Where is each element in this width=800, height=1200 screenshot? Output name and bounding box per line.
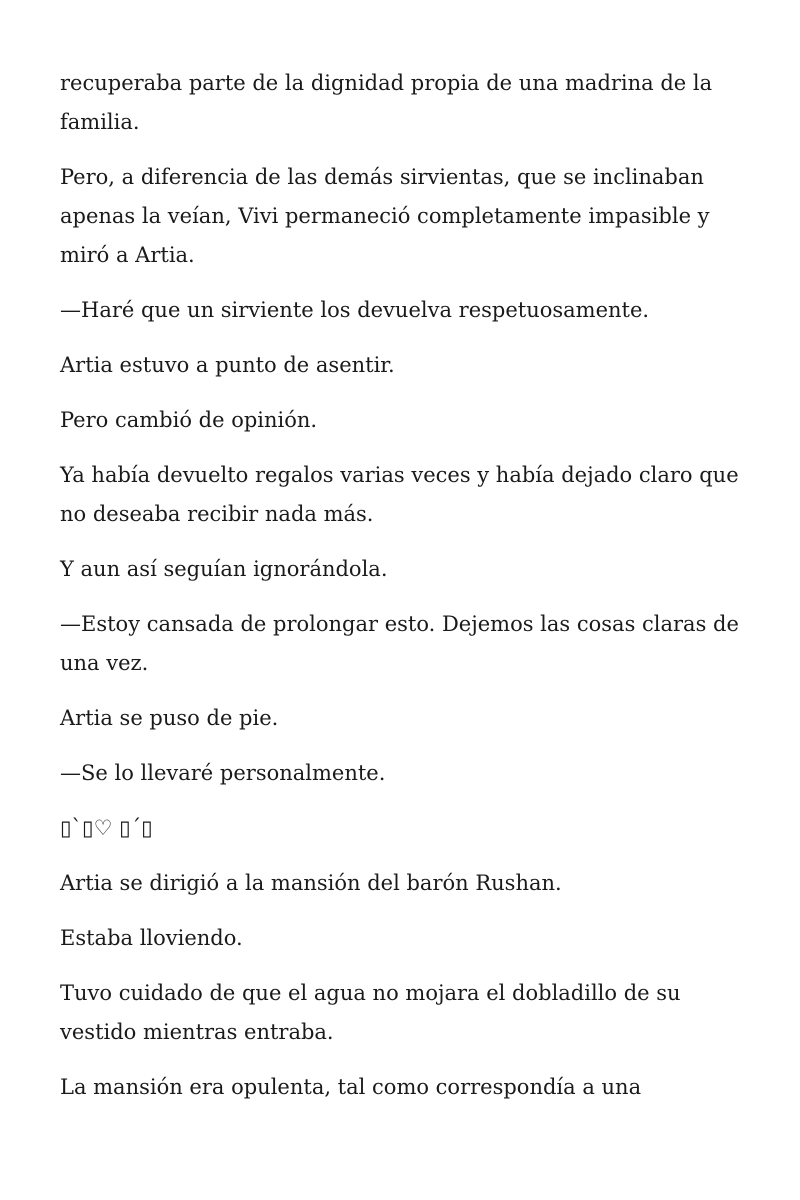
paragraph-5: Pero cambió de opinión. bbox=[60, 408, 318, 432]
paragraph-13: Tuvo cuidado de que el agua no mojara el dobladillo de su vestido mientras entraba. bbox=[60, 981, 681, 1044]
paragraph-10: —Se lo llevaré personalmente. bbox=[60, 761, 386, 785]
paragraph-12: Estaba lloviendo. bbox=[60, 926, 243, 950]
paragraph-1: recuperaba parte de la dignidad propia de una madrina de la familia. bbox=[60, 71, 713, 134]
paragraph-4: Artia estuvo a punto de asentir. bbox=[60, 353, 395, 377]
paragraph-11: Artia se dirigió a la mansión del barón Rushan. bbox=[60, 871, 562, 895]
document-page bbox=[60, 64, 750, 1123]
paragraph-6: Ya había devuelto regalos varias veces y había dejado claro que no deseaba recibir nada más. bbox=[60, 463, 739, 526]
paragraph-14: La mansión era opulenta, tal como correspondía a una bbox=[60, 1075, 642, 1099]
paragraph-2: Pero, a diferencia de las demás sirvientas, que se inclinaban apenas la veían, Vivi permaneció completamente impasible y miró a Artia. bbox=[60, 165, 710, 267]
paragraph-7: Y aun así seguían ignorándola. bbox=[60, 557, 388, 581]
scene-break-divider: ▯`▯♡ ▯´▯ bbox=[60, 816, 153, 840]
paragraph-8: —Estoy cansada de prolongar esto. Dejemos las cosas claras de una vez. bbox=[60, 612, 739, 675]
paragraph-9: Artia se puso de pie. bbox=[60, 706, 279, 730]
paragraph-3: —Haré que un sirviente los devuelva respetuosamente. bbox=[60, 298, 650, 322]
